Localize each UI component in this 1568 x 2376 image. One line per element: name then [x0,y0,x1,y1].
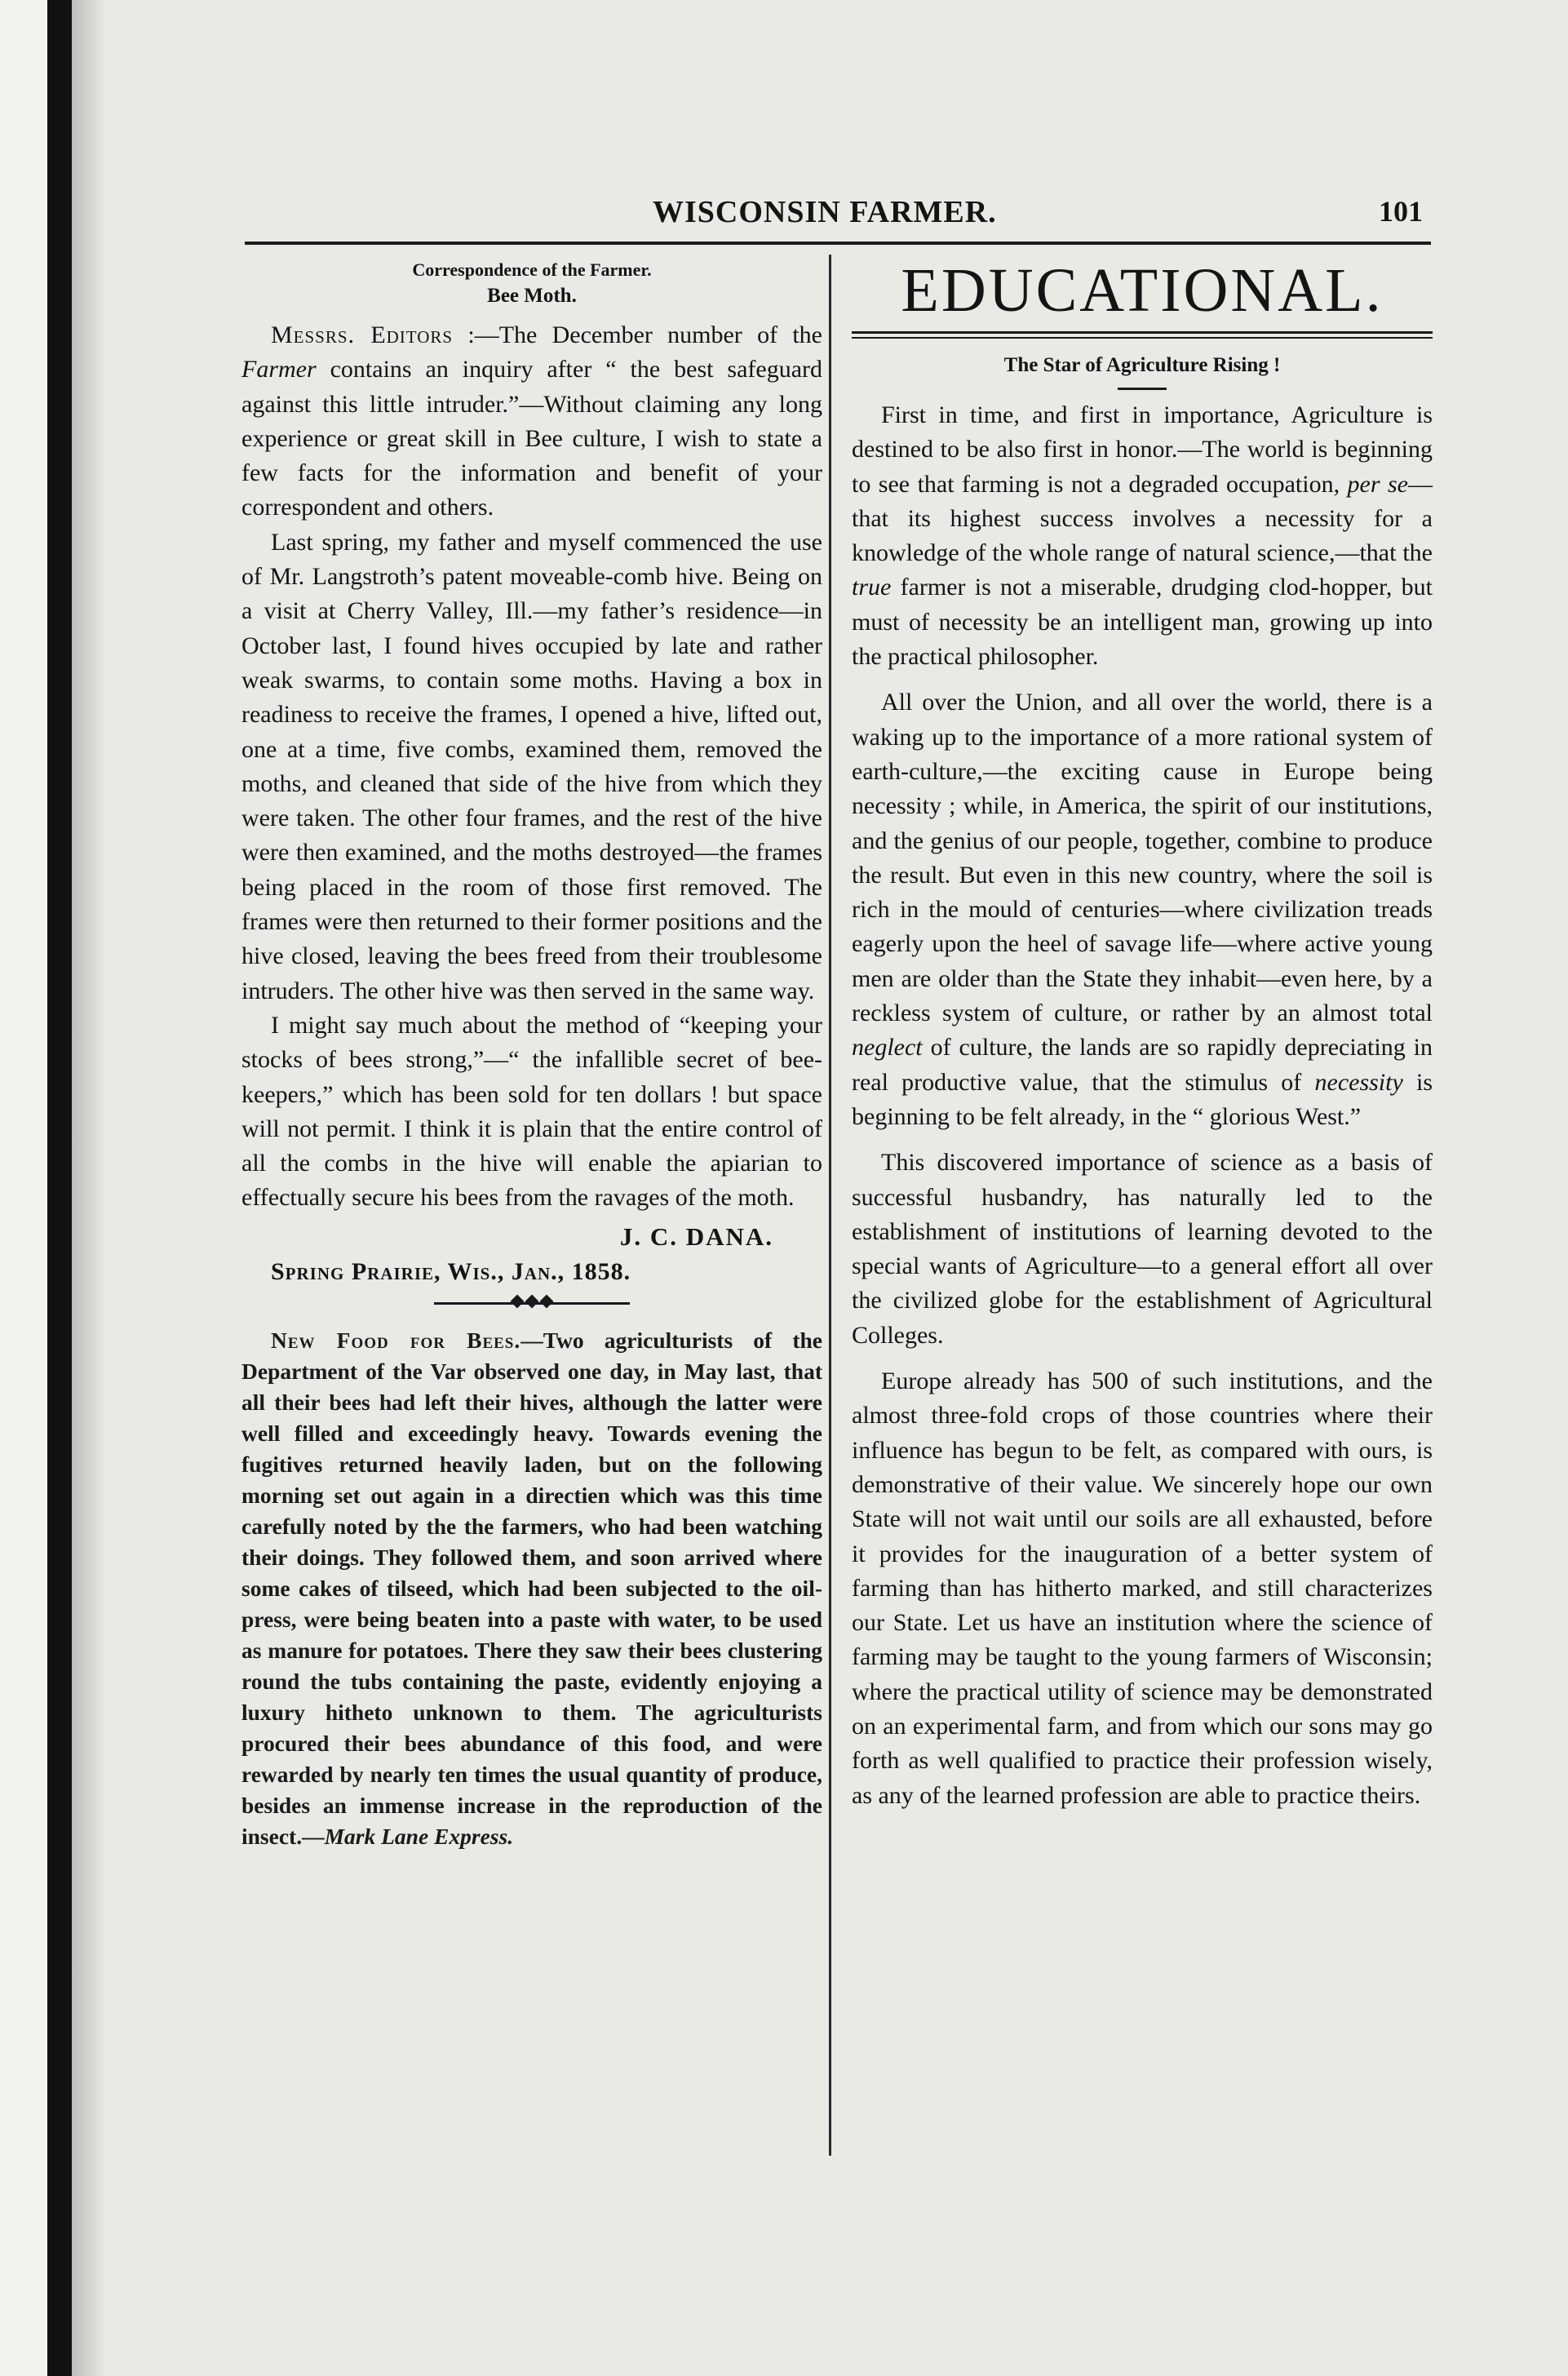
ornament-divider [434,1299,630,1307]
source-credit: Mark Lane Express. [324,1823,514,1849]
header-rule [245,242,1431,245]
new-food-for-bees-paragraph: New Food for Bees.—Two agriculturists of the Department of the Var observed one day, in May last, that all their bees had left their hives, although the latter were well filled and exceedingly heavy. Towards evening the fugitives returned heavily laden, but on the following morning set out again in a directien which was this time carefully noted by the the farmers, who had been watching their doings. They followed them, and soon arrived where some cakes of tilseed, which had been subjected to the oil-press, were being beaten into a paste with water, to be used as manure for potatoes. There they saw their bees clustering round the tubs containing the paste, evidently enjoying a luxury hitheto unknown to them. The agriculturists procured their bees abundance of this food, and were rewarded by nearly ten times the usual quantity of produce, besides an immense increase in the reproduction of the insect.—Mark Lane Express. [241,1327,822,1849]
left-column [241,255,822,1852]
spine-shadow [72,0,104,2376]
section-rule [852,331,1433,339]
educational-paragraph-2: All over the Union, and all over the world, there is a waking up to the importance of a more rational system of earth-culture,—the exciting cause in Europe being necessity ; while, in America, the spirit of our institutions, and the genius of our people, together, combine to produce the result. But even in this new country, where the soil is rich in the mould of centuries—where civilization treads eagerly upon the heel of savage life—where active young men are older than the State they inhabit—even here, by a reckless system of culture, or rather by an almost total neglect of culture, the lands are so rapidly depreciating in real productive value, that the stimulus of necessity is beginning to be felt already, in the “ glorious West.” [852,689,1433,1130]
bee-moth-paragraph-3: I might say much about the method of “keeping your stocks of bees strong,”—“ the infallible secret of bee-keepers,” which has been sold for ten dollars ! but space will not permit. I think it is plain that the entire control of all the combs in the hive will enable the apiarian to effectually secure his bees from the ravages of the moth. [241,1011,822,1212]
dateline: Spring Prairie, Wis., Jan., 1858. [271,1257,631,1285]
column-divider [829,255,831,2156]
star-of-agriculture-title: The Star of Agriculture Rising ! [1003,354,1281,376]
bee-moth-paragraph-1: Messrs. Editors :—The December number of the Farmer contains an inquiry after “ the best safeguard against this little intruder.”—Without claiming any long experience or great skill in Bee culture, I wish to state a few facts for the information and benefit of your correspondent and others. [241,321,822,521]
educational-paragraph-1: First in time, and first in importance, Agriculture is destined to be also first in honor.—The world is beginning to see that farming is not a degraded occupation, per se—that its highest success involves a necessity for a knowledge of the whole range of natural science,—that the true farmer is not a miserable, drudging clod-hopper, but must of necessity be an intelligent man, growing up into the practical philosopher. [852,401,1433,671]
educational-paragraph-4: Europe already has 500 of such institutions, and the almost three-fold crops of those countries where their influence has begun to be felt, as compared with ours, is demonstrative of their value. We sincerely hope our own State will not wait until our soils are all exhausted, before it provides for the inauguration of a better system of farming than has hitherto marked, and still characterizes our State. Let us have an institution where the science of farming may be taught to the young farmers of Wisconsin; where the practical utility of science may be demonstrated on an experimental farm, and from which our sons may go forth as well qualified to practice their profession wisely, as any of the learned profession are able to practice theirs. [852,1368,1433,1809]
running-title: WISCONSIN FARMER. [653,195,997,229]
salutation: Messrs. Editors [271,321,454,348]
educational-paragraph-3: This discovered importance of science as a basis of successful husbandry, has naturally led to the establishment of institutions of learning devoted to the special wants of Agriculture—to a general effort all over the civilized globe for the establishment of Agricultural Colleges. [852,1149,1433,1349]
bee-moth-title: Bee Moth. [487,285,577,307]
section-title: EDUCATIONAL. [901,256,1384,325]
right-column [852,255,1433,1813]
book-spine [47,0,72,2376]
author-signature: J. C. DANA. [619,1221,773,1251]
new-food-lead: New Food for Bees. [271,1327,521,1353]
bee-moth-paragraph-2: Last spring, my father and myself commenced the use of Mr. Langstroth’s patent moveable-comb hive. Being on a visit at Cherry Valley, Ill.—my father’s residence—in October last, I found hives occupied by late and rather weak swarms, to contain some moths. Having a box in readiness to receive the frames, I opened a hive, lifted out, one at a time, five combs, examined them, removed the moths, and cleaned that side of the hive from which they were taken. The other four frames, and the rest of the hive were then examined, and the moths destroyed—the frames being placed in the room of those first removed. The frames were then returned to their former positions and the hive closed, leaving the bees freed from their troublesome intruders. The other hive was then served in the same way. [241,528,822,1004]
page-number: 101 [1379,195,1423,228]
correspondence-kicker: Correspondence of the Farmer. [412,259,652,280]
title-rule [1118,388,1167,390]
scan-margin [0,0,47,2376]
